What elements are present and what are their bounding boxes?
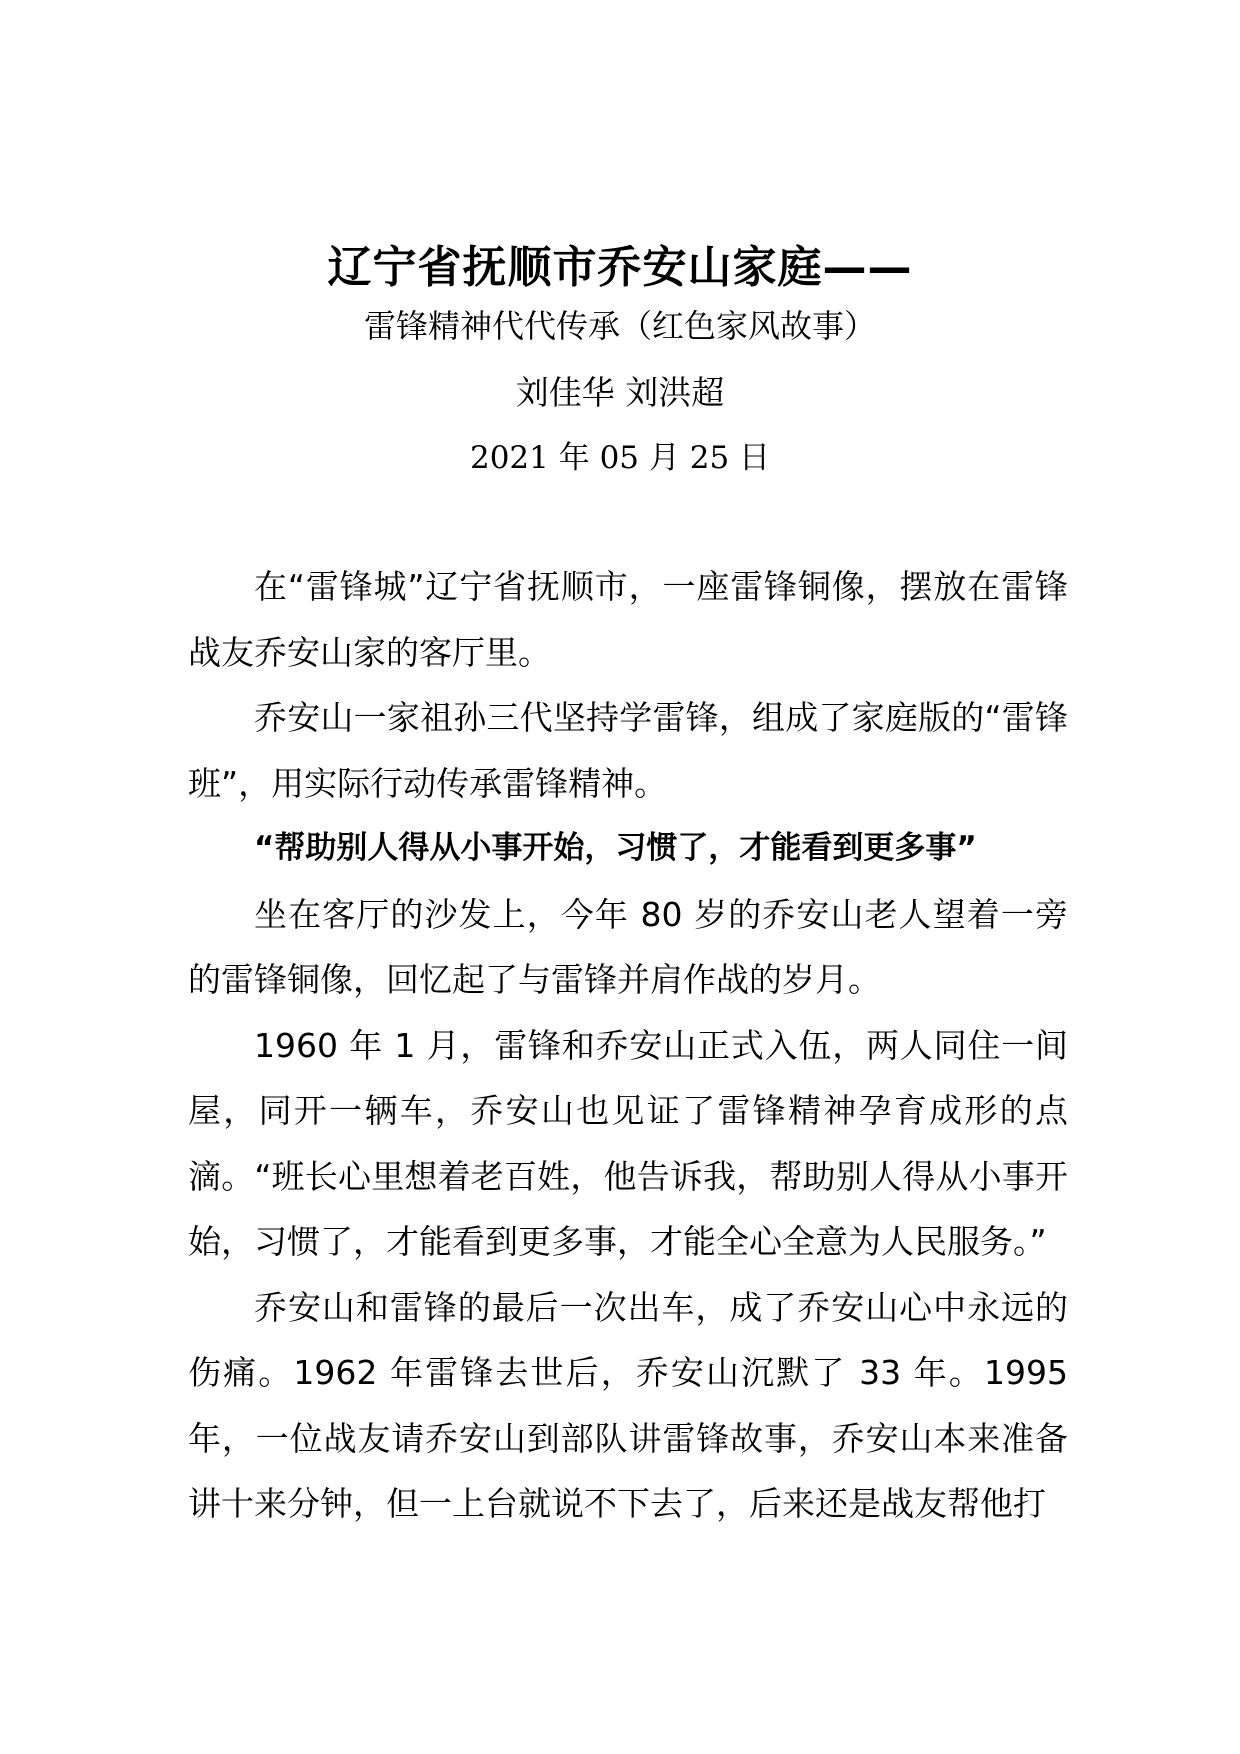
- paragraph: 坐在客厅的沙发上，今年 80 岁的乔安山老人望着一旁的雷锋铜像，回忆起了与雷锋并肩作战的岁月。: [188, 894, 1068, 999]
- document-subtitle: 雷锋精神代代传承（红色家风故事）: [363, 307, 876, 345]
- section-heading: “帮助别人得从小事开始，习惯了，才能看到更多事”: [254, 830, 977, 866]
- article-body: [188, 554, 1068, 1537]
- document-title: 辽宁省抚顺市乔安山家庭——: [327, 242, 913, 293]
- document-date: 2021 年 05 月 25 日: [469, 440, 771, 476]
- paragraph: 乔安山和雷锋的最后一次出车，成了乔安山心中永远的伤痛。1962 年雷锋去世后，乔安山沉默了 33 年。1995 年，一位战友请乔安山到部队讲雷锋故事，乔安山本来准备讲十来分钟，但一上台就说不下去了，后来还是战友帮他打: [188, 1287, 1068, 1523]
- document-authors: 刘佳华 刘洪超: [515, 373, 725, 412]
- paragraph: 乔安山一家祖孙三代坚持学雷锋，组成了家庭版的“雷锋班”，用实际行动传承雷锋精神。: [188, 698, 1068, 803]
- paragraph: 在“雷锋城”辽宁省抚顺市，一座雷锋铜像，摆放在雷锋战友乔安山家的客厅里。: [188, 567, 1068, 672]
- paragraph: 1960 年 1 月，雷锋和乔安山正式入伍，两人同住一间屋，同开一辆车，乔安山也见证了雷锋精神孕育成形的点滴。“班长心里想着老百姓，他告诉我，帮助别人得从小事开始，习惯了，才能看到更多事，才能全心全意为人民服务。”: [188, 1025, 1068, 1261]
